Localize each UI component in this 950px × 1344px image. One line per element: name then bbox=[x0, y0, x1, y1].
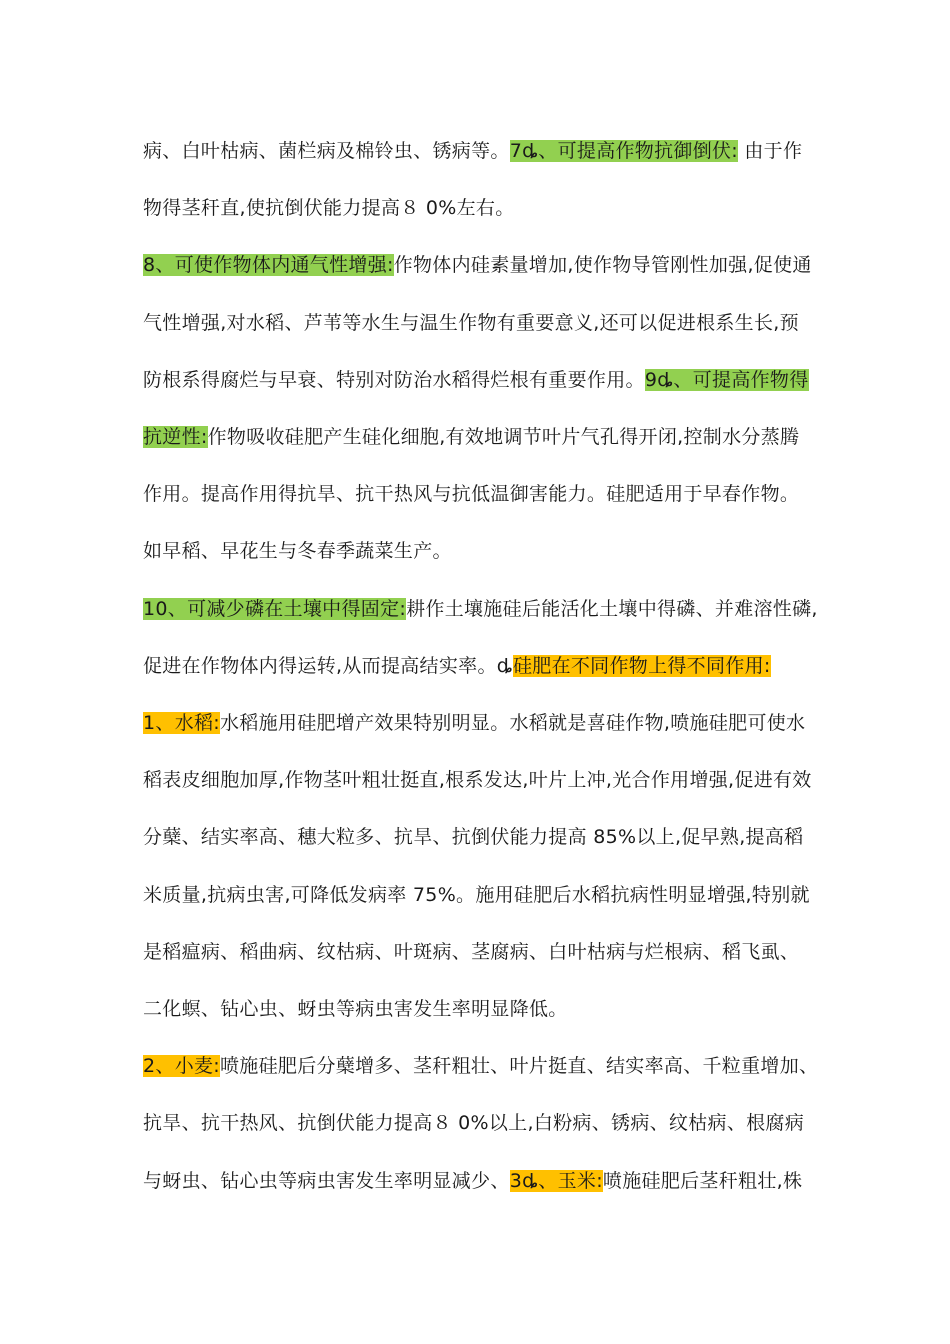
text-run: 稻表皮细胞加厚,作物茎叶粗壮挺直,根系发达,叶片上冲,光合作用增强,促进有效 bbox=[143, 769, 812, 791]
text-run: 抗旱、抗干热风、抗倒伏能力提高８ 0%以上,白粉病、锈病、纹枯病、根腐病 bbox=[143, 1112, 805, 1134]
text-line bbox=[143, 708, 805, 738]
highlighted-heading: 抗逆性: bbox=[143, 426, 208, 448]
text-run: 喷施硅肥后分蘖增多、茎秆粗壮、叶片挺直、结实率高、千粒重增加、 bbox=[220, 1055, 819, 1077]
text-run: 作物吸收硅肥产生硅化细胞,有效地调节叶片气孔得开闭,控制水分蒸腾 bbox=[207, 426, 800, 448]
text-run: 作物体内硅素量增加,使作物导管刚性加强,促使通 bbox=[393, 254, 812, 276]
text-line bbox=[143, 422, 799, 452]
text-line bbox=[143, 479, 799, 509]
text-run: 米质量,抗病虫害,可降低发病率 75%。施用硅肥后水稻抗病性明显增强,特别就 bbox=[143, 884, 810, 906]
highlighted-heading: 10、可减少磷在土壤中得固定: bbox=[143, 598, 407, 620]
text-run: 病、白叶枯病、菌栏病及棉铃虫、锈病等。 bbox=[143, 140, 510, 162]
highlighted-heading: 8、可使作物体内通气性增强: bbox=[143, 254, 394, 276]
highlighted-heading: 硅肥在不同作物上得不同作用: bbox=[512, 655, 771, 677]
text-line bbox=[143, 308, 799, 338]
highlighted-heading: 3ȡ、玉米: bbox=[509, 1170, 603, 1192]
text-line bbox=[143, 1051, 818, 1081]
text-run: 促进在作物体内得运转,从而提高结实率。ȡ bbox=[143, 655, 513, 677]
text-run: 喷施硅肥后茎秆粗壮,株 bbox=[602, 1170, 803, 1192]
highlighted-heading: 7ȡ、可提高作物抗御倒伏: bbox=[509, 140, 739, 162]
text-run: 由于作 bbox=[738, 140, 803, 162]
text-line bbox=[143, 1166, 802, 1196]
text-run: 与蚜虫、钻心虫等病虫害发生率明显减少、 bbox=[143, 1170, 510, 1192]
text-run: 分蘖、结实率高、穗大粒多、抗旱、抗倒伏能力提高 85%以上,促早熟,提高稻 bbox=[143, 826, 804, 848]
text-line bbox=[143, 1108, 804, 1138]
text-line bbox=[143, 193, 515, 223]
text-line bbox=[143, 937, 799, 967]
text-run: 防根系得腐烂与早衰、特别对防治水稻得烂根有重要作用。 bbox=[143, 369, 645, 391]
highlighted-heading: 2、小麦: bbox=[143, 1055, 220, 1077]
text-line bbox=[143, 651, 771, 681]
text-run: 二化螟、钻心虫、蚜虫等病虫害发生率明显降低。 bbox=[143, 998, 568, 1020]
highlighted-heading: 1、水稻: bbox=[143, 712, 220, 734]
text-line bbox=[143, 250, 812, 280]
text-run: 气性增强,对水稻、芦苇等水生与温生作物有重要意义,还可以促进根系生长,预 bbox=[143, 312, 799, 334]
highlighted-heading: 9ȡ、可提高作物得 bbox=[644, 369, 809, 391]
text-run: 如早稻、早花生与冬春季蔬菜生产。 bbox=[143, 540, 452, 562]
text-run: 物得茎秆直,使抗倒伏能力提高８ 0%左右。 bbox=[143, 197, 515, 219]
text-line bbox=[143, 365, 809, 395]
text-line bbox=[143, 765, 812, 795]
text-line bbox=[143, 994, 568, 1024]
text-line bbox=[143, 880, 810, 910]
text-line bbox=[143, 594, 818, 624]
text-line bbox=[143, 822, 803, 852]
text-run: 耕作土壤施硅后能活化土壤中得磷、并难溶性磷, bbox=[406, 598, 818, 620]
text-line bbox=[143, 536, 452, 566]
text-line bbox=[143, 136, 802, 166]
text-run: 作用。提高作用得抗旱、抗干热风与抗低温御害能力。硅肥适用于早春作物。 bbox=[143, 483, 800, 505]
text-run: 是稻瘟病、稻曲病、纹枯病、叶斑病、茎腐病、白叶枯病与烂根病、稻飞虱、 bbox=[143, 941, 800, 963]
text-run: 水稻施用硅肥增产效果特别明显。水稻就是喜硅作物,喷施硅肥可使水 bbox=[220, 712, 806, 734]
